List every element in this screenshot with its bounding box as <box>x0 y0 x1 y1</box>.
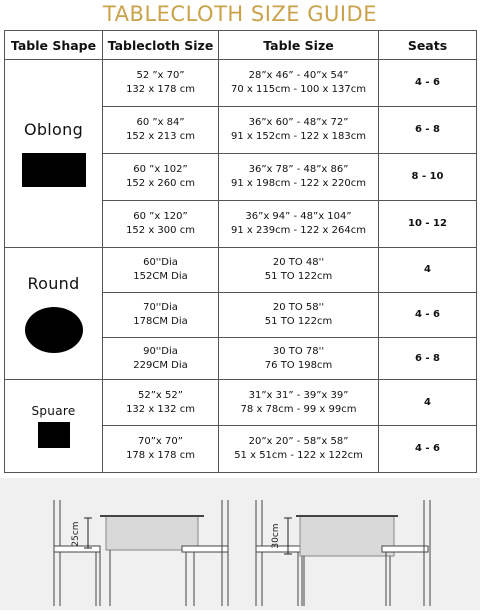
table-row <box>5 248 477 293</box>
table-drop-diagram <box>0 478 480 610</box>
seats-cell-line-1: 10 - 12 <box>408 218 447 229</box>
oval-swatch-icon <box>25 307 83 353</box>
table-size-cell-line-1: 31”x 31” - 39”x 39” <box>248 389 349 401</box>
table-size-cell <box>219 154 379 201</box>
seats-cell-line-1: 6 - 8 <box>414 124 441 135</box>
table-size-cell <box>219 60 379 107</box>
tablecloth-size-cell-line-2: 229CM Dia <box>133 359 188 371</box>
seats-cell-line-1: 8 - 10 <box>411 171 444 182</box>
header-tablecloth-size: Tablecloth Size <box>103 31 219 60</box>
drop-illustration <box>0 478 480 610</box>
seats-cell <box>379 380 477 426</box>
table-size-cell <box>219 201 379 248</box>
shape-cell <box>5 380 103 473</box>
page-title: TABLECLOTH SIZE GUIDE <box>102 2 377 26</box>
tablecloth-size-cell-line-2: 152 x 300 cm <box>126 225 195 236</box>
tablecloth-size-cell-line-2: 132 x 178 cm <box>126 84 195 95</box>
seats-cell <box>379 426 477 473</box>
seats-cell <box>379 60 477 107</box>
tablecloth-size-cell-line-2: 152 x 260 cm <box>126 178 195 189</box>
seats-cell <box>379 107 477 154</box>
table-size-cell-line-2: 91 x 152cm - 122 x 183cm <box>231 131 366 142</box>
size-table <box>4 30 477 473</box>
tablecloth-size-cell <box>103 426 219 473</box>
right-tablecloth <box>300 516 394 556</box>
tablecloth-size-cell-line-2: 152 x 213 cm <box>126 131 195 142</box>
table-size-cell <box>219 107 379 154</box>
table-size-cell <box>219 338 379 380</box>
tablecloth-size-cell <box>103 293 219 338</box>
tablecloth-size-cell-line-1: 52 ”x 70” <box>136 70 185 81</box>
tablecloth-size-cell-line-1: 70''Dia <box>143 302 178 313</box>
table-row <box>5 380 477 426</box>
rectangle-swatch-icon <box>22 153 86 187</box>
seats-cell-line-1: 4 - 6 <box>414 309 441 320</box>
tablecloth-size-cell-line-1: 60 ”x 84” <box>136 117 185 128</box>
tablecloth-size-cell-line-2: 132 x 132 cm <box>126 403 195 415</box>
table-row <box>5 60 477 107</box>
seats-cell <box>379 248 477 293</box>
tablecloth-size-cell-line-2: 152CM Dia <box>133 271 188 282</box>
seats-cell <box>379 154 477 201</box>
table-size-cell-line-2: 51 x 51cm - 122 x 122cm <box>234 450 363 461</box>
tablecloth-size-cell-line-1: 90''Dia <box>143 345 178 357</box>
table-size-cell-line-2: 78 x 78cm - 99 x 99cm <box>240 403 357 415</box>
seats-cell <box>379 201 477 248</box>
table-body <box>5 60 477 473</box>
shape-cell <box>5 60 103 248</box>
table-size-cell-line-2: 70 x 115cm - 100 x 137cm <box>231 84 366 95</box>
shape-name: Oblong <box>23 120 84 139</box>
table-size-cell-line-2: 76 TO 198cm <box>264 359 333 371</box>
tablecloth-size-cell <box>103 248 219 293</box>
tablecloth-size-cell-line-1: 70”x 70” <box>138 436 183 447</box>
tablecloth-size-cell-line-1: 52”x 52” <box>138 389 183 401</box>
left-tablecloth <box>106 516 198 550</box>
tablecloth-size-cell-line-2: 178CM Dia <box>133 316 188 327</box>
tablecloth-size-cell <box>103 60 219 107</box>
table-size-cell-line-1: 36”x 94” - 48”x 104” <box>245 211 352 222</box>
tablecloth-size-cell <box>103 380 219 426</box>
table-size-cell <box>219 380 379 426</box>
tablecloth-size-cell-line-1: 60 ”x 120” <box>133 211 188 222</box>
seats-cell-line-1: 4 <box>424 396 431 408</box>
table-size-cell-line-1: 28”x 46” - 40”x 54” <box>248 70 349 81</box>
tablecloth-size-cell-line-2: 178 x 178 cm <box>126 450 195 461</box>
tablecloth-size-cell <box>103 107 219 154</box>
seats-cell <box>379 338 477 380</box>
table-size-cell-line-1: 30 TO 78'' <box>272 345 325 357</box>
table-size-cell-line-1: 20”x 20” - 58”x 58” <box>248 436 349 447</box>
shape-name: Spuare <box>31 404 76 418</box>
table-size-cell-line-1: 20 TO 58'' <box>272 302 325 313</box>
right-drop-label: 30cm <box>271 523 281 549</box>
square-swatch-icon <box>38 422 70 448</box>
left-drop-label: 25cm <box>71 521 81 547</box>
shape-cell <box>5 248 103 380</box>
tablecloth-size-cell-line-1: 60 ”x 102” <box>133 164 188 175</box>
right-scene <box>256 500 430 606</box>
tablecloth-size-cell <box>103 154 219 201</box>
header-table-shape: Table Shape <box>5 31 103 60</box>
seats-cell <box>379 293 477 338</box>
table-size-cell-line-2: 91 x 198cm - 122 x 220cm <box>231 178 366 189</box>
tablecloth-size-cell-line-1: 60''Dia <box>143 257 178 268</box>
table-size-cell-line-1: 20 TO 48'' <box>272 257 325 268</box>
seats-cell-line-1: 6 - 8 <box>414 352 441 364</box>
tablecloth-size-cell <box>103 338 219 380</box>
table-size-cell-line-1: 36”x 78” - 48”x 86” <box>248 164 349 175</box>
left-right-chair-seat <box>182 546 228 552</box>
table-size-cell-line-2: 51 TO 122cm <box>264 316 333 327</box>
seats-cell-line-1: 4 <box>424 264 431 275</box>
seats-cell-line-1: 4 - 6 <box>414 443 441 454</box>
header-table-size: Table Size <box>219 31 379 60</box>
seats-cell-line-1: 4 - 6 <box>414 77 441 88</box>
table-size-cell <box>219 426 379 473</box>
shape-name: Round <box>27 274 80 293</box>
table-size-cell <box>219 248 379 293</box>
header-row <box>5 31 477 60</box>
header-seats: Seats <box>379 31 477 60</box>
tablecloth-size-cell <box>103 201 219 248</box>
left-scene <box>54 500 228 606</box>
table-size-cell-line-2: 51 TO 122cm <box>264 271 333 282</box>
table-size-cell <box>219 293 379 338</box>
table-size-cell-line-2: 91 x 239cm - 122 x 264cm <box>231 225 366 236</box>
table-size-cell-line-1: 36”x 60” - 48”x 72” <box>248 117 349 128</box>
